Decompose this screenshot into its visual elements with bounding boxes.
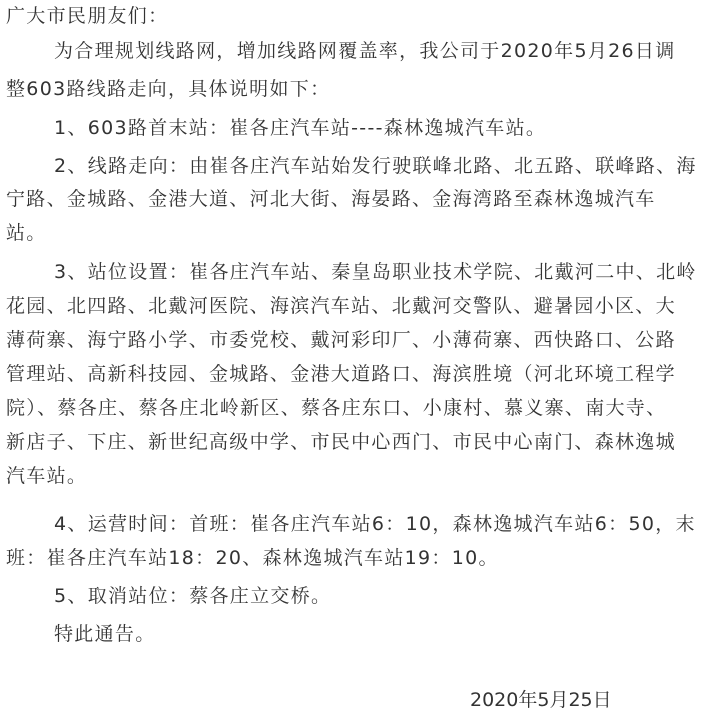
item-4-line-2: 班：崔各庄汽车站18：20、森林逸城汽车站19：10。 <box>6 547 499 569</box>
greeting: 广大市民朋友们： <box>6 5 169 27</box>
closing-line: 特此通告。 <box>54 623 156 645</box>
item-3-line-6: 新店子、下庄、新世纪高级中学、市民中心西门、市民中心南门、森林逸城 <box>6 431 676 453</box>
intro-line-2: 整603路线路走向，具体说明如下： <box>6 78 331 100</box>
item-2-line-3: 站。 <box>6 222 47 244</box>
item-3-line-3: 薄荷寨、海宁路小学、市委党校、戴河彩印厂、小薄荷寨、西快路口、公路 <box>6 329 676 351</box>
item-3-line-1: 3、站位设置：崔各庄汽车站、秦皇岛职业技术学院、北戴河二中、北岭 <box>54 261 697 283</box>
item-4-line-1: 4、运营时间：首班：崔各庄汽车站6：10，森林逸城汽车站6：50，末 <box>54 513 696 535</box>
item-3-line-2: 花园、北四路、北戴河医院、海滨汽车站、北戴河交警队、避暑园小区、大 <box>6 295 676 317</box>
item-1-terminals: 1、603路首末站：崔各庄汽车站----森林逸城汽车站。 <box>54 117 547 139</box>
item-5-removed-stop: 5、取消站位：蔡各庄立交桥。 <box>54 585 332 607</box>
intro-line-1: 为合理规划线路网，增加线路网覆盖率，我公司于2020年5月26日调 <box>54 40 676 62</box>
item-2-line-2: 宁路、金城路、金港大道、河北大街、海晏路、金海湾路至森林逸城汽车 <box>6 188 656 210</box>
item-3-line-5: 院）、蔡各庄、蔡各庄北岭新区、蔡各庄东口、小康村、慕义寨、南大寺、 <box>6 397 667 419</box>
notice-date: 2020年5月25日 <box>470 689 612 711</box>
item-3-line-4: 管理站、高新科技园、金城路、金港大道路口、海滨胜境（河北环境工程学 <box>6 363 676 385</box>
item-2-line-1: 2、线路走向：由崔各庄汽车站始发行驶联峰北路、北五路、联峰路、海 <box>54 155 697 177</box>
item-3-line-7: 汽车站。 <box>6 465 88 487</box>
